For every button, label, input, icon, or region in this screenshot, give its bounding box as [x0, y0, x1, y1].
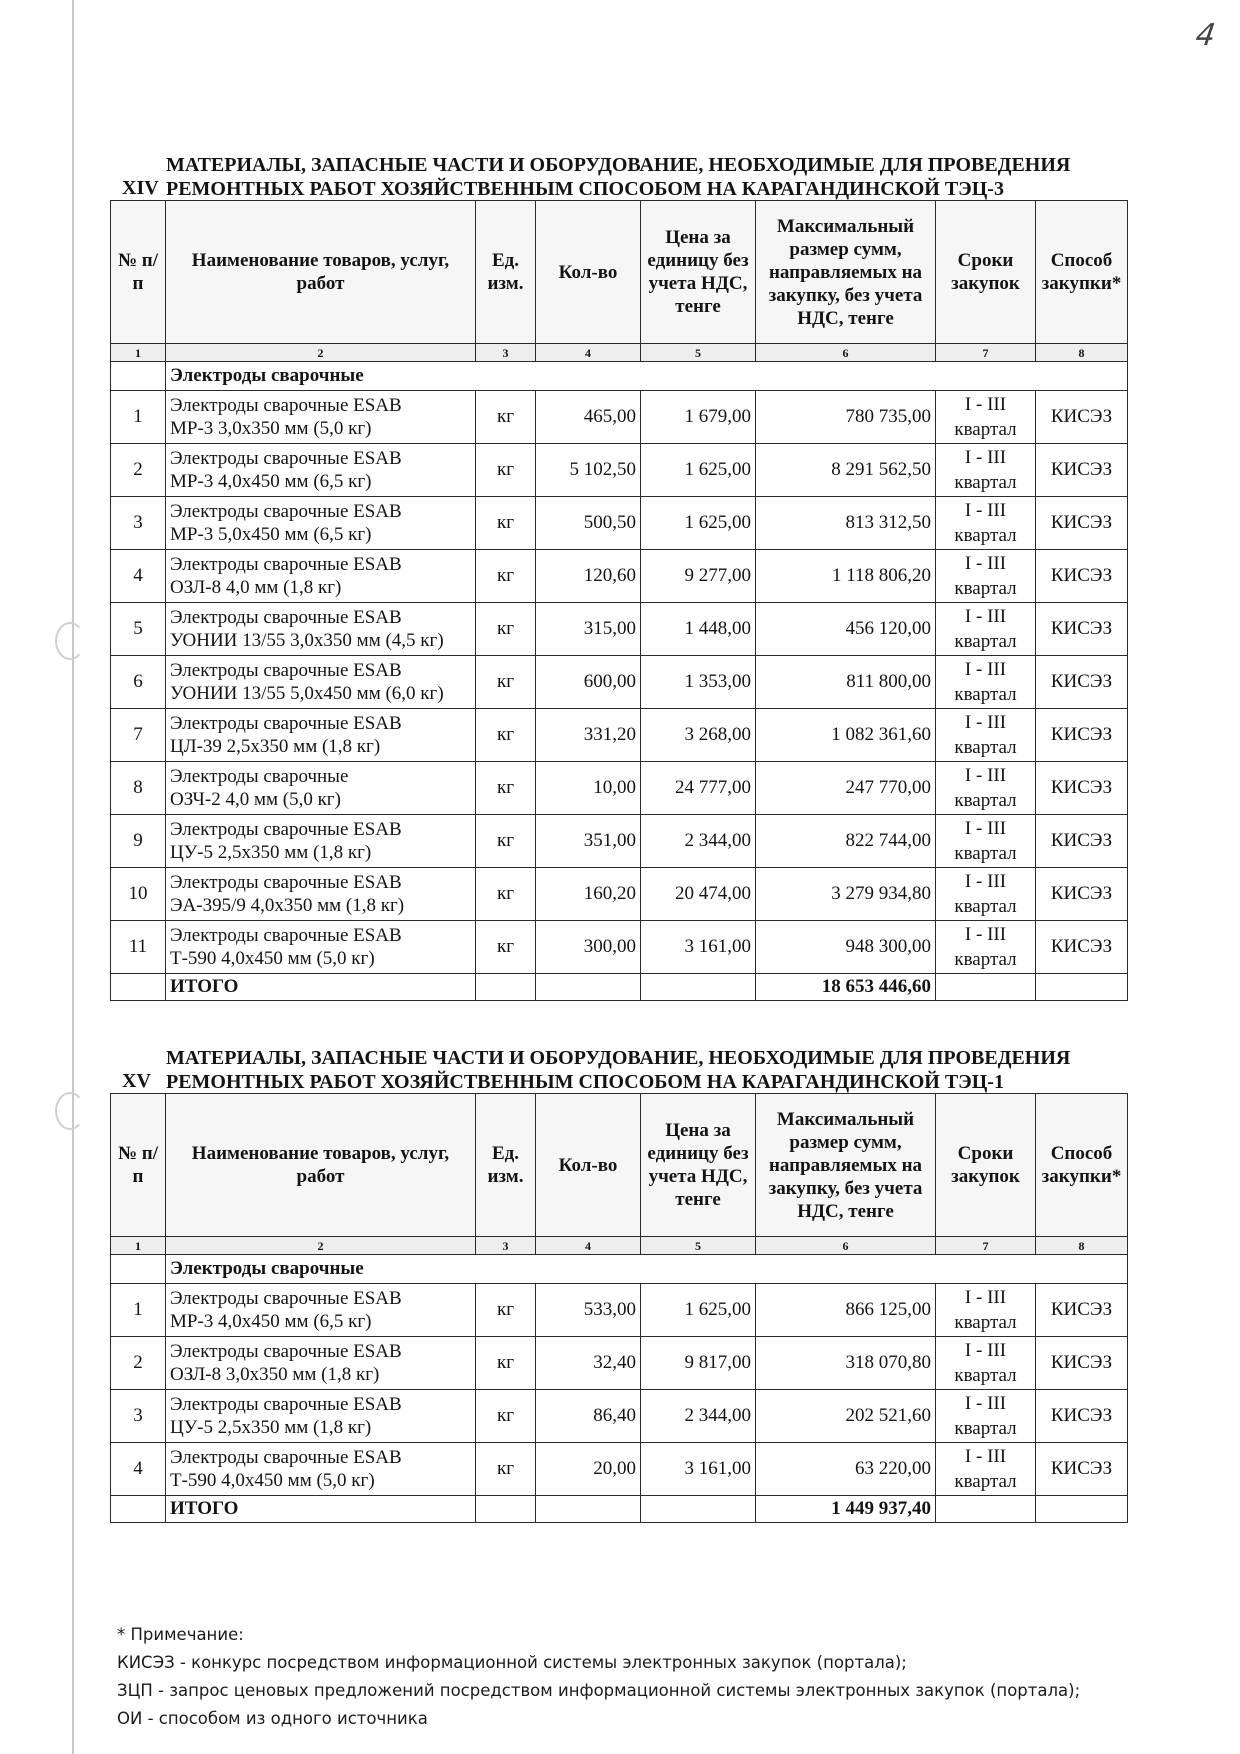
item-sum: 1 082 361,60 — [756, 709, 936, 762]
item-price: 3 161,00 — [641, 921, 756, 974]
header-max-sum: Максимальный размер сумм, направляемых на закупку, без учета НДС, тенге — [756, 201, 936, 344]
column-index: 8 — [1036, 344, 1128, 362]
item-qty: 120,60 — [536, 550, 641, 603]
table-row — [111, 656, 1128, 709]
column-index: 2 — [166, 344, 476, 362]
item-name-line1: Электроды сварочные ESAB — [170, 1288, 402, 1309]
header-price: Цена за единицу без учета НДС, тенге — [641, 1094, 756, 1237]
item-term-line2: квартал — [954, 949, 1017, 970]
table-row — [111, 1284, 1128, 1337]
item-term-line1: I - III — [964, 500, 1007, 521]
column-index: 7 — [936, 344, 1036, 362]
item-name-line1: Электроды сварочные ESAB — [170, 395, 402, 416]
item-method: КИСЭЗ — [1036, 762, 1128, 815]
item-price: 3 268,00 — [641, 709, 756, 762]
item-sum: 780 735,00 — [756, 391, 936, 444]
row-number: 3 — [111, 1390, 166, 1443]
item-name-line2: УОНИИ 13/55 3,0х350 мм (4,5 кг) — [170, 630, 444, 651]
item-term — [936, 709, 1036, 762]
item-unit: кг — [476, 709, 536, 762]
header-method: Способ закупки* — [1036, 201, 1128, 344]
item-qty: 500,50 — [536, 497, 641, 550]
header-name: Наименование товаров, услуг, работ — [166, 1094, 476, 1237]
item-method: КИСЭЗ — [1036, 656, 1128, 709]
item-term-line2: квартал — [954, 1312, 1017, 1333]
item-name-line2: ОЗЧ-2 4,0 мм (5,0 кг) — [170, 789, 341, 810]
item-qty: 331,20 — [536, 709, 641, 762]
item-qty: 351,00 — [536, 815, 641, 868]
total-spacer — [111, 974, 166, 1001]
table-row — [111, 550, 1128, 603]
item-unit: кг — [476, 656, 536, 709]
item-qty: 20,00 — [536, 1443, 641, 1496]
item-method: КИСЭЗ — [1036, 815, 1128, 868]
item-sum: 811 800,00 — [756, 656, 936, 709]
table-row — [111, 391, 1128, 444]
item-price: 3 161,00 — [641, 1443, 756, 1496]
footnote-line: ЗЦП - запрос ценовых предложений посредством информационной системы электронных закупок (портала); — [117, 1681, 1081, 1700]
column-index-row — [111, 344, 1128, 362]
item-sum: 8 291 562,50 — [756, 444, 936, 497]
column-index: 4 — [536, 344, 641, 362]
item-name-line1: Электроды сварочные ESAB — [170, 660, 402, 681]
item-term-line2: квартал — [954, 843, 1017, 864]
item-term — [936, 603, 1036, 656]
header-unit: Ед. изм. — [476, 201, 536, 344]
item-sum: 202 521,60 — [756, 1390, 936, 1443]
item-name — [166, 550, 476, 603]
total-empty — [536, 974, 641, 1001]
row-number: 3 — [111, 497, 166, 550]
item-unit: кг — [476, 391, 536, 444]
item-unit: кг — [476, 603, 536, 656]
item-unit: кг — [476, 762, 536, 815]
item-term-line2: квартал — [954, 896, 1017, 917]
item-term-line2: квартал — [954, 1418, 1017, 1439]
item-qty: 160,20 — [536, 868, 641, 921]
page-edge — [72, 0, 74, 1754]
item-price: 1 353,00 — [641, 656, 756, 709]
item-qty: 5 102,50 — [536, 444, 641, 497]
item-term-line2: квартал — [954, 472, 1017, 493]
item-qty: 315,00 — [536, 603, 641, 656]
item-qty: 533,00 — [536, 1284, 641, 1337]
column-index: 7 — [936, 1237, 1036, 1255]
total-label: ИТОГО — [166, 974, 476, 1001]
item-term-line1: I - III — [964, 553, 1007, 574]
item-term-line1: I - III — [964, 818, 1007, 839]
item-term-line1: I - III — [964, 1287, 1007, 1308]
item-term-line2: квартал — [954, 684, 1017, 705]
row-number: 2 — [111, 1337, 166, 1390]
column-index: 5 — [641, 1237, 756, 1255]
item-method: КИСЭЗ — [1036, 921, 1128, 974]
item-name-line2: МР-3 4,0х450 мм (6,5 кг) — [170, 471, 372, 492]
group-row — [111, 362, 1128, 391]
item-name-line1: Электроды сварочные ESAB — [170, 1394, 402, 1415]
group-spacer — [111, 362, 166, 391]
column-index: 6 — [756, 1237, 936, 1255]
item-price: 20 474,00 — [641, 868, 756, 921]
item-sum: 456 120,00 — [756, 603, 936, 656]
item-term-line1: I - III — [964, 924, 1007, 945]
item-price: 24 777,00 — [641, 762, 756, 815]
item-name — [166, 868, 476, 921]
item-name-line2: МР-3 4,0х450 мм (6,5 кг) — [170, 1311, 372, 1332]
column-index-row — [111, 1237, 1128, 1255]
item-term-line1: I - III — [964, 1340, 1007, 1361]
total-empty — [536, 1496, 641, 1523]
item-term-line1: I - III — [964, 606, 1007, 627]
item-name-line2: ЦУ-5 2,5х350 мм (1,8 кг) — [170, 1417, 372, 1438]
total-empty — [936, 1496, 1036, 1523]
item-unit: кг — [476, 815, 536, 868]
item-name-line2: Т-590 4,0х450 мм (5,0 кг) — [170, 948, 375, 969]
item-name-line2: ЦУ-5 2,5х350 мм (1,8 кг) — [170, 842, 372, 863]
item-unit: кг — [476, 1443, 536, 1496]
column-index: 1 — [111, 1237, 166, 1255]
row-number: 1 — [111, 391, 166, 444]
item-name — [166, 762, 476, 815]
group-label: Электроды сварочные — [166, 1255, 1128, 1284]
column-index: 6 — [756, 344, 936, 362]
header-qty: Кол-во — [536, 1094, 641, 1237]
row-number: 2 — [111, 444, 166, 497]
item-term-line1: I - III — [964, 712, 1007, 733]
item-term-line1: I - III — [964, 394, 1007, 415]
item-term-line2: квартал — [954, 1365, 1017, 1386]
item-sum: 822 744,00 — [756, 815, 936, 868]
item-term-line2: квартал — [954, 631, 1017, 652]
table-row — [111, 603, 1128, 656]
item-name-line1: Электроды сварочные ESAB — [170, 1447, 402, 1468]
row-number: 9 — [111, 815, 166, 868]
item-unit: кг — [476, 921, 536, 974]
header-name: Наименование товаров, услуг, работ — [166, 201, 476, 344]
section-number: XIV — [122, 177, 159, 199]
item-name-line1: Электроды сварочные — [170, 766, 349, 787]
row-number: 6 — [111, 656, 166, 709]
item-name — [166, 709, 476, 762]
table-row — [111, 1390, 1128, 1443]
item-term-line1: I - III — [964, 871, 1007, 892]
page-number: 4 — [1193, 18, 1218, 53]
item-term — [936, 550, 1036, 603]
column-index: 3 — [476, 1237, 536, 1255]
item-name-line1: Электроды сварочные ESAB — [170, 554, 402, 575]
item-name-line2: ОЗЛ-8 3,0х350 мм (1,8 кг) — [170, 1364, 380, 1385]
item-method: КИСЭЗ — [1036, 550, 1128, 603]
item-name-line2: УОНИИ 13/55 5,0х450 мм (6,0 кг) — [170, 683, 444, 704]
section-title: МАТЕРИАЛЫ, ЗАПАСНЫЕ ЧАСТИ И ОБОРУДОВАНИЕ, НЕОБХОДИМЫЕ ДЛЯ ПРОВЕДЕНИЯ РЕМОНТНЫХ РАБОТ ХОЗЯЙСТВЕННЫМ СПОСОБОМ НА КАРАГАНДИНСКОЙ ТЭЦ-1 — [166, 1047, 1071, 1093]
item-price: 9 277,00 — [641, 550, 756, 603]
item-term-line2: квартал — [954, 790, 1017, 811]
item-name-line2: Т-590 4,0х450 мм (5,0 кг) — [170, 1470, 375, 1491]
row-number: 8 — [111, 762, 166, 815]
item-method: КИСЭЗ — [1036, 497, 1128, 550]
item-name — [166, 921, 476, 974]
item-sum: 866 125,00 — [756, 1284, 936, 1337]
item-sum: 318 070,80 — [756, 1337, 936, 1390]
item-price: 9 817,00 — [641, 1337, 756, 1390]
item-sum: 247 770,00 — [756, 762, 936, 815]
header-qty: Кол-во — [536, 201, 641, 344]
item-price: 1 448,00 — [641, 603, 756, 656]
item-sum: 1 118 806,20 — [756, 550, 936, 603]
total-empty — [476, 1496, 536, 1523]
item-method: КИСЭЗ — [1036, 603, 1128, 656]
item-price: 1 625,00 — [641, 1284, 756, 1337]
total-empty — [1036, 974, 1128, 1001]
table-header-row — [111, 1094, 1128, 1237]
item-sum: 63 220,00 — [756, 1443, 936, 1496]
footnote-line: КИСЭЗ - конкурс посредством информационной системы электронных закупок (портала); — [117, 1653, 907, 1672]
item-term — [936, 868, 1036, 921]
item-price: 1 679,00 — [641, 391, 756, 444]
item-term — [936, 497, 1036, 550]
item-term-line1: I - III — [964, 447, 1007, 468]
header-terms: Сроки закупок — [936, 201, 1036, 344]
table-row — [111, 497, 1128, 550]
item-term — [936, 921, 1036, 974]
punch-hole — [55, 622, 85, 660]
item-price: 2 344,00 — [641, 1390, 756, 1443]
table-header-row — [111, 201, 1128, 344]
item-method: КИСЭЗ — [1036, 868, 1128, 921]
table-row — [111, 444, 1128, 497]
table-row — [111, 762, 1128, 815]
item-price: 1 625,00 — [641, 444, 756, 497]
item-method: КИСЭЗ — [1036, 709, 1128, 762]
item-term-line1: I - III — [964, 1446, 1007, 1467]
item-method: КИСЭЗ — [1036, 444, 1128, 497]
item-unit: кг — [476, 1284, 536, 1337]
item-sum: 948 300,00 — [756, 921, 936, 974]
column-index: 5 — [641, 344, 756, 362]
item-name-line1: Электроды сварочные ESAB — [170, 872, 402, 893]
header-no: № п/п — [111, 201, 166, 344]
item-name — [166, 497, 476, 550]
header-terms: Сроки закупок — [936, 1094, 1036, 1237]
header-unit: Ед. изм. — [476, 1094, 536, 1237]
item-method: КИСЭЗ — [1036, 391, 1128, 444]
column-index: 2 — [166, 1237, 476, 1255]
group-row — [111, 1255, 1128, 1284]
header-max-sum: Максимальный размер сумм, направляемых на закупку, без учета НДС, тенге — [756, 1094, 936, 1237]
total-empty — [1036, 1496, 1128, 1523]
total-spacer — [111, 1496, 166, 1523]
item-term — [936, 1443, 1036, 1496]
item-unit: кг — [476, 550, 536, 603]
procurement-table — [110, 1093, 1128, 1523]
item-name — [166, 444, 476, 497]
item-term-line1: I - III — [964, 659, 1007, 680]
item-term — [936, 656, 1036, 709]
item-unit: кг — [476, 1390, 536, 1443]
punch-hole — [55, 1092, 85, 1130]
item-term — [936, 1284, 1036, 1337]
item-name — [166, 1284, 476, 1337]
item-sum: 813 312,50 — [756, 497, 936, 550]
item-qty: 86,40 — [536, 1390, 641, 1443]
item-name-line2: ЦЛ-39 2,5х350 мм (1,8 кг) — [170, 736, 381, 757]
total-empty — [936, 974, 1036, 1001]
table-row — [111, 868, 1128, 921]
item-term — [936, 762, 1036, 815]
item-term — [936, 1337, 1036, 1390]
header-price: Цена за единицу без учета НДС, тенге — [641, 201, 756, 344]
table-row — [111, 921, 1128, 974]
row-number: 7 — [111, 709, 166, 762]
row-number: 11 — [111, 921, 166, 974]
table-row — [111, 709, 1128, 762]
group-label: Электроды сварочные — [166, 362, 1128, 391]
item-name — [166, 1390, 476, 1443]
item-price: 2 344,00 — [641, 815, 756, 868]
item-method: КИСЭЗ — [1036, 1284, 1128, 1337]
item-name-line1: Электроды сварочные ESAB — [170, 607, 402, 628]
item-name-line2: МР-3 5,0х450 мм (6,5 кг) — [170, 524, 372, 545]
item-term-line1: I - III — [964, 765, 1007, 786]
footnote — [117, 1621, 1167, 1733]
item-term-line2: квартал — [954, 525, 1017, 546]
item-name-line1: Электроды сварочные ESAB — [170, 819, 402, 840]
item-name — [166, 391, 476, 444]
column-index: 1 — [111, 344, 166, 362]
row-number: 5 — [111, 603, 166, 656]
row-number: 4 — [111, 550, 166, 603]
procurement-table — [110, 200, 1128, 1001]
item-price: 1 625,00 — [641, 497, 756, 550]
total-sum: 18 653 446,60 — [756, 974, 936, 1001]
item-unit: кг — [476, 444, 536, 497]
item-method: КИСЭЗ — [1036, 1443, 1128, 1496]
item-qty: 10,00 — [536, 762, 641, 815]
item-name-line1: Электроды сварочные ESAB — [170, 1341, 402, 1362]
item-name — [166, 1337, 476, 1390]
row-number: 4 — [111, 1443, 166, 1496]
item-method: КИСЭЗ — [1036, 1390, 1128, 1443]
item-method: КИСЭЗ — [1036, 1337, 1128, 1390]
column-index: 3 — [476, 344, 536, 362]
item-term-line2: квартал — [954, 1471, 1017, 1492]
item-qty: 300,00 — [536, 921, 641, 974]
item-name-line2: МР-3 3,0х350 мм (5,0 кг) — [170, 418, 372, 439]
row-number: 10 — [111, 868, 166, 921]
table-row — [111, 815, 1128, 868]
item-term — [936, 1390, 1036, 1443]
section-number: XV — [122, 1070, 151, 1092]
item-name-line2: ОЗЛ-8 4,0 мм (1,8 кг) — [170, 577, 342, 598]
item-term-line2: квартал — [954, 737, 1017, 758]
total-sum: 1 449 937,40 — [756, 1496, 936, 1523]
total-label: ИТОГО — [166, 1496, 476, 1523]
item-term-line2: квартал — [954, 419, 1017, 440]
header-no: № п/п — [111, 1094, 166, 1237]
item-unit: кг — [476, 497, 536, 550]
column-index: 8 — [1036, 1237, 1128, 1255]
footnote-title: * Примечание: — [117, 1625, 244, 1644]
total-row — [111, 974, 1128, 1001]
footnote-line: ОИ - способом из одного источника — [117, 1709, 428, 1728]
item-name-line1: Электроды сварочные ESAB — [170, 501, 402, 522]
item-sum: 3 279 934,80 — [756, 868, 936, 921]
item-name — [166, 603, 476, 656]
header-method: Способ закупки* — [1036, 1094, 1128, 1237]
item-name-line1: Электроды сварочные ESAB — [170, 713, 402, 734]
item-unit: кг — [476, 1337, 536, 1390]
item-name-line2: ЭА-395/9 4,0х350 мм (1,8 кг) — [170, 895, 405, 916]
item-term — [936, 391, 1036, 444]
total-empty — [641, 1496, 756, 1523]
item-qty: 32,40 — [536, 1337, 641, 1390]
item-qty: 465,00 — [536, 391, 641, 444]
table-row — [111, 1443, 1128, 1496]
item-term — [936, 815, 1036, 868]
column-index: 4 — [536, 1237, 641, 1255]
item-unit: кг — [476, 868, 536, 921]
item-term-line2: квартал — [954, 578, 1017, 599]
table-row — [111, 1337, 1128, 1390]
item-term — [936, 444, 1036, 497]
total-empty — [641, 974, 756, 1001]
item-name-line1: Электроды сварочные ESAB — [170, 448, 402, 469]
item-name — [166, 815, 476, 868]
section-title: МАТЕРИАЛЫ, ЗАПАСНЫЕ ЧАСТИ И ОБОРУДОВАНИЕ, НЕОБХОДИМЫЕ ДЛЯ ПРОВЕДЕНИЯ РЕМОНТНЫХ РАБОТ ХОЗЯЙСТВЕННЫМ СПОСОБОМ НА КАРАГАНДИНСКОЙ ТЭЦ-3 — [166, 154, 1071, 200]
group-spacer — [111, 1255, 166, 1284]
item-name-line1: Электроды сварочные ESAB — [170, 925, 402, 946]
item-term-line1: I - III — [964, 1393, 1007, 1414]
total-empty — [476, 974, 536, 1001]
item-qty: 600,00 — [536, 656, 641, 709]
row-number: 1 — [111, 1284, 166, 1337]
item-name — [166, 656, 476, 709]
total-row — [111, 1496, 1128, 1523]
item-name — [166, 1443, 476, 1496]
